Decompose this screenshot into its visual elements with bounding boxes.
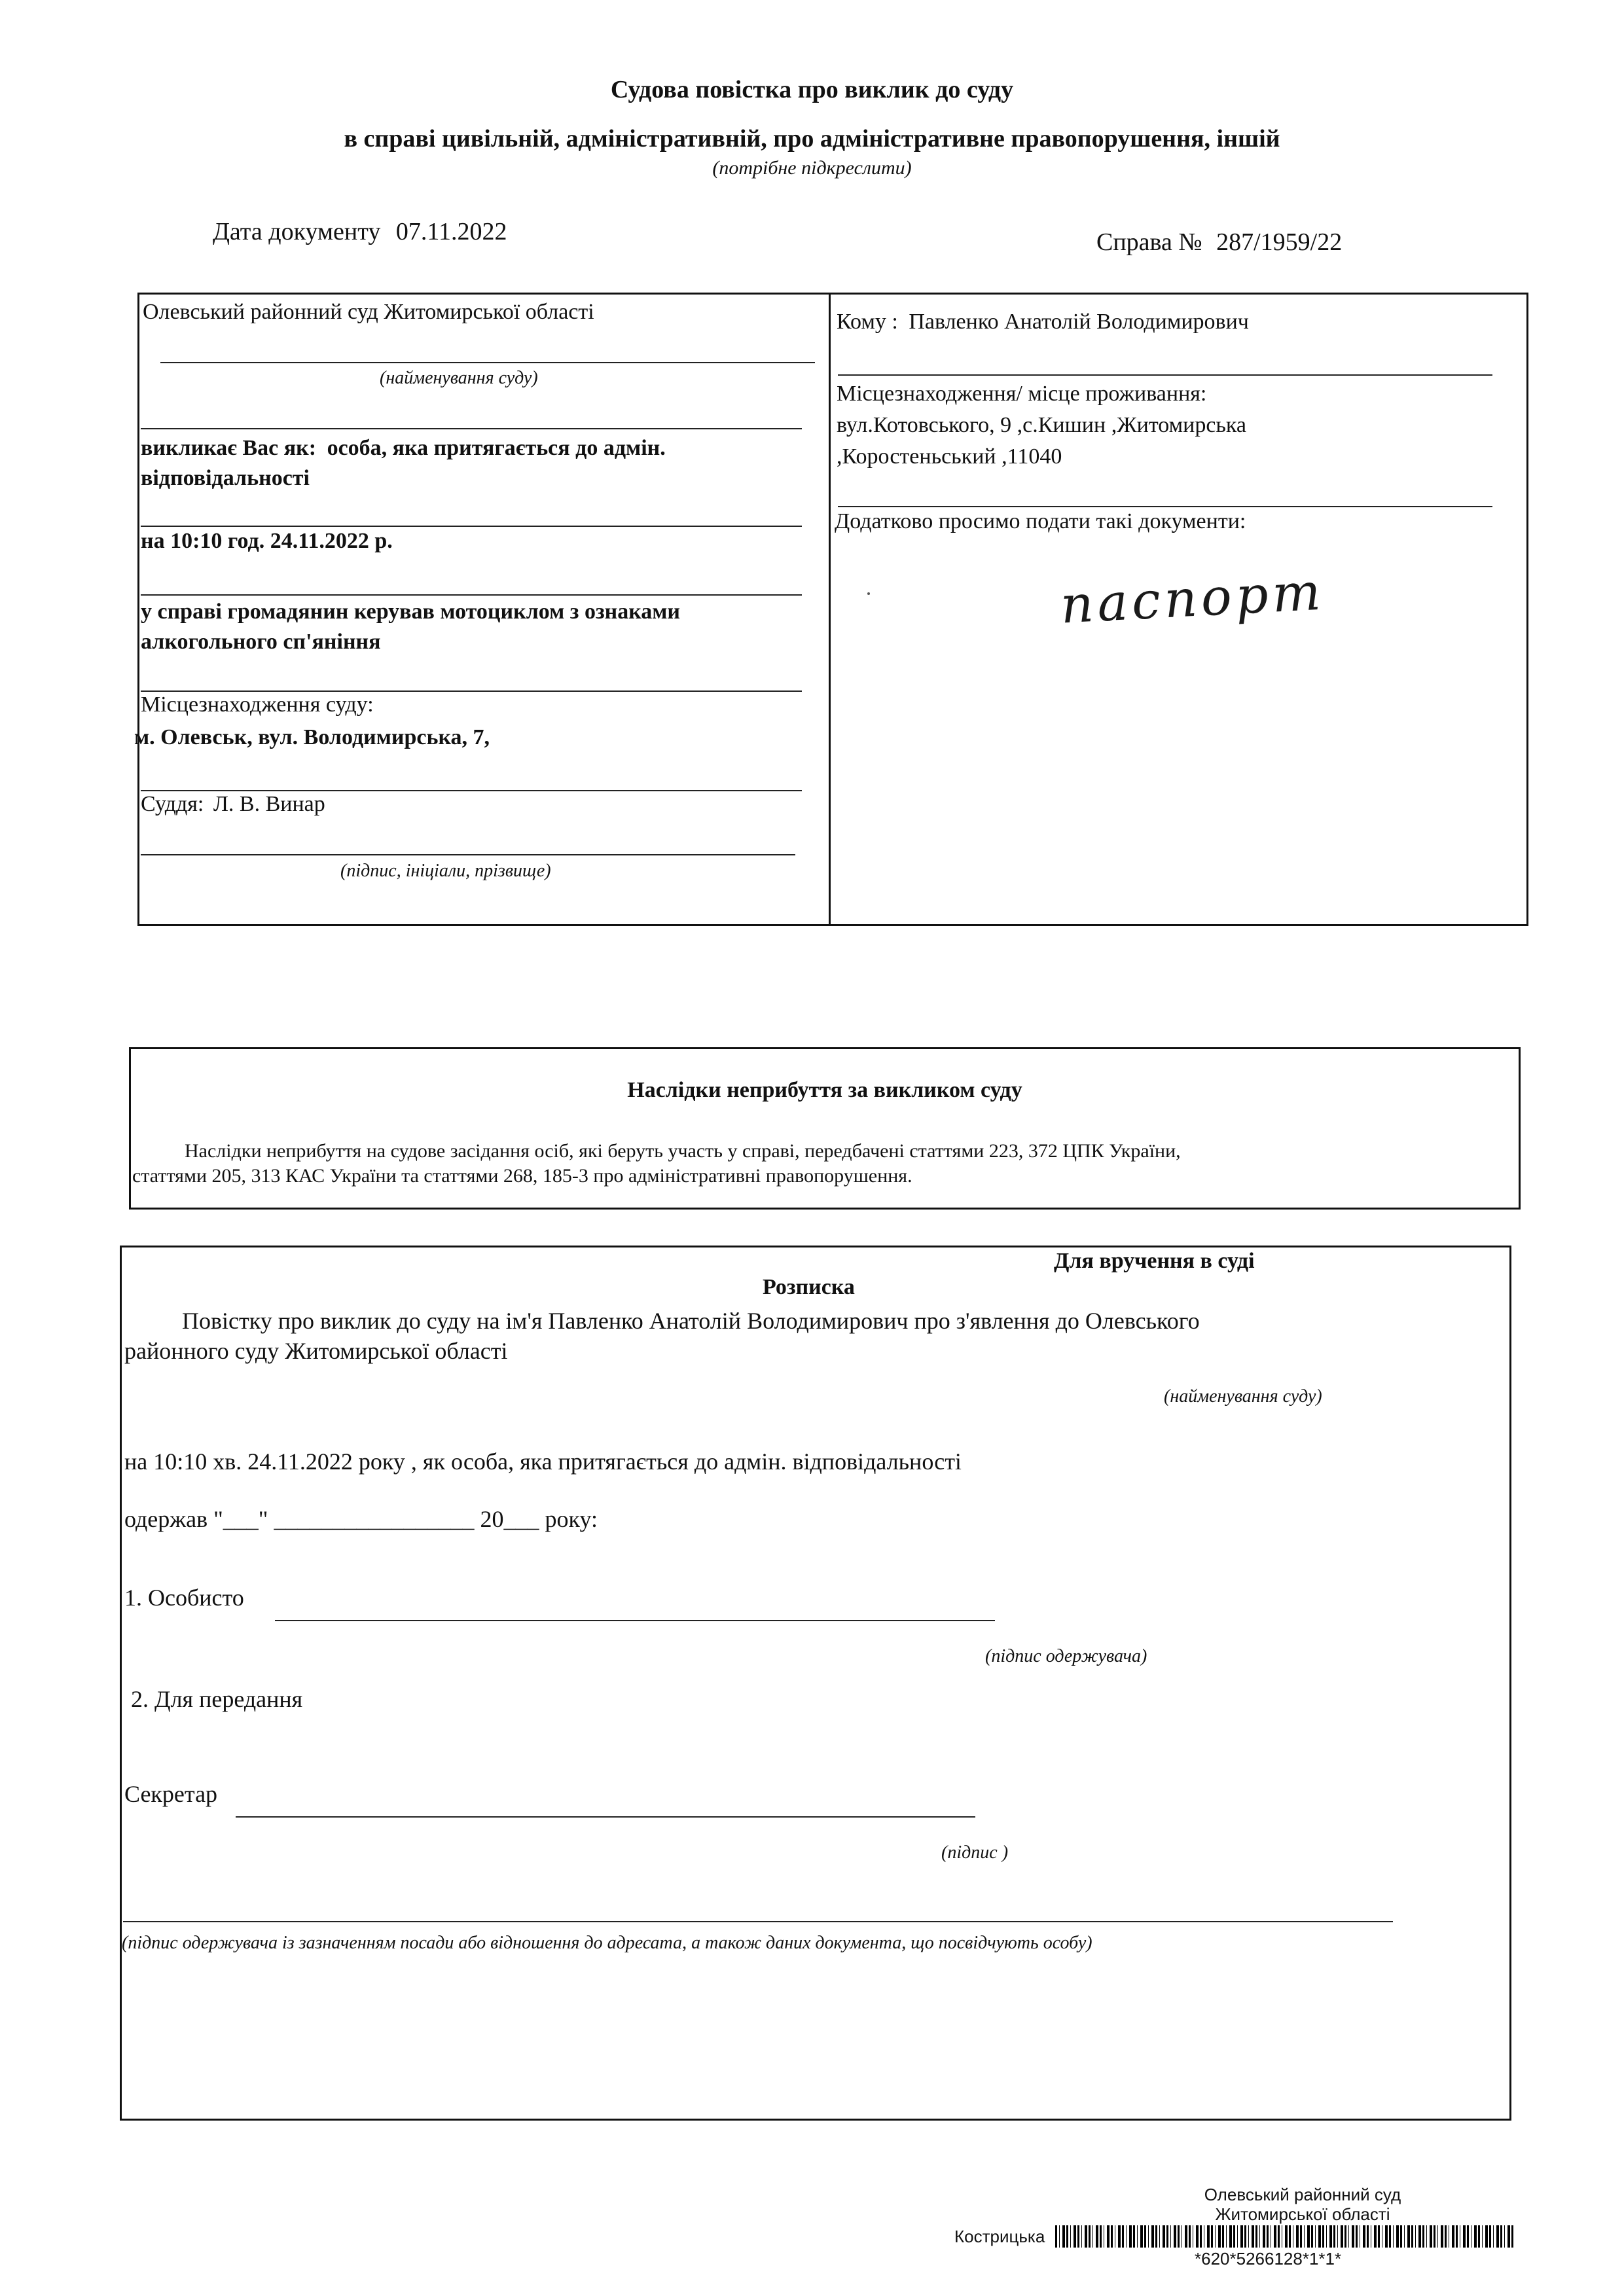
receipt-text-line-1: Повістку про виклик до суду на ім'я Павленко Анатолій Володимирович про з'явлення до Олевського <box>182 1308 1200 1334</box>
receipt-title: Розписка <box>763 1275 855 1299</box>
summons-as-value-cont: відповідальності <box>141 466 310 490</box>
receipt-text-line-2: районного суду Житомирської області <box>124 1338 508 1364</box>
consequences-body <box>132 1139 1181 1189</box>
extra-docs-label: Додатково просимо подати такі документи: <box>835 509 1246 533</box>
recipient-label: Кому : <box>837 310 898 334</box>
consequences-line-2: статтями 205, 313 КАС України та статтями 268, 185-3 про адміністративні правопорушення. <box>132 1165 912 1187</box>
case-value: 287/1959/22 <box>1216 228 1343 256</box>
received-date-line: одержав "___" _________________ 20___ року: <box>124 1506 598 1532</box>
recipient-sign-caption: (підпис одержувача) <box>985 1646 1147 1666</box>
judge-signature-caption: (підпис, ініціали, прізвище) <box>340 861 551 881</box>
address-line-2: ,Коростеньський ,11040 <box>837 444 1062 469</box>
case-number <box>1096 228 1342 257</box>
court-name-underline <box>160 362 815 363</box>
residence-label: Місцезнаходження/ місце проживання: <box>837 382 1207 406</box>
summons-as <box>141 433 821 493</box>
secretary-sign-caption: (підпис ) <box>941 1842 1009 1863</box>
section-divider-3 <box>141 594 802 596</box>
barcode-number: *620*5266128*1*1* <box>1195 2249 1342 2269</box>
section-divider-2 <box>141 526 802 527</box>
case-subject-line-2: алкогольного сп'яніння <box>141 630 381 654</box>
secretary-signature-line[interactable] <box>236 1816 975 1818</box>
stamp-court-line-1: Олевський районний суд <box>1204 2185 1401 2204</box>
residence <box>837 378 1246 473</box>
section-divider-4 <box>141 691 802 692</box>
court-name-caption: (найменування суду) <box>380 368 538 388</box>
recipient-underline <box>838 374 1492 376</box>
receipt-footer-caption: (підпис одержувача із зазначенням посади або відношення до адресата, а також даних документа, що посвідчують особу) <box>122 1933 1092 1953</box>
clerk-name: Кострицька <box>954 2227 1045 2246</box>
court-name: Олевський районний суд Житомирської області <box>143 300 594 324</box>
judge <box>141 792 325 817</box>
summons-as-label: викликає Вас як: <box>141 436 317 460</box>
for-court-label: Для вручення в суді <box>1054 1249 1255 1273</box>
recipient-value: Павленко Анатолій Володимирович <box>909 310 1249 334</box>
section-divider-5 <box>141 790 802 791</box>
judge-value: Л. В. Винар <box>213 792 325 816</box>
personally-signature-line[interactable] <box>275 1620 995 1621</box>
transfer-label: 2. Для передання <box>131 1686 303 1712</box>
title-line-1: Судова повістка про виклик до суду <box>610 76 1014 103</box>
court-location-value: м. Олевськ, вул. Володимирська, 7, <box>134 725 490 749</box>
appearance-time: на 10:10 год. 24.11.2022 р. <box>141 529 393 553</box>
title-line-2: в справі цивільній, адміністративній, про адміністративне правопорушення, іншій <box>344 125 1280 152</box>
scan-speck <box>867 592 870 595</box>
receipt-court-caption: (найменування суду) <box>1164 1386 1322 1407</box>
court-stamp <box>1152 2185 1453 2224</box>
secretary-label: Секретар <box>124 1781 218 1807</box>
consequences-title: Наслідки неприбуття за викликом суду <box>627 1078 1022 1102</box>
case-subject-line-1: у справі громадянин керував мотоциклом з ознаками <box>141 600 681 624</box>
court-location-label: Місцезнаходження суду: <box>141 692 374 717</box>
address-underline <box>838 506 1492 507</box>
judge-label: Суддя: <box>141 792 204 816</box>
handwritten-document-name: паспорт <box>1058 562 1326 636</box>
summons-as-value: особа, яка притягається до адмін. <box>327 436 666 460</box>
judge-signature-line <box>141 854 795 855</box>
recipient <box>837 310 1249 334</box>
case-subject <box>141 597 680 657</box>
receipt-box <box>120 1246 1511 2121</box>
barcode <box>1055 2225 1513 2248</box>
title-note: (потрібне підкреслити) <box>712 157 912 179</box>
receipt-footer-line[interactable] <box>123 1921 1393 1922</box>
stamp-court-line-2: Житомирської області <box>1215 2204 1390 2224</box>
document-date <box>213 217 507 246</box>
consequences-line-1: Наслідки неприбуття на судове засідання осіб, які беруть участь у справі, передбачені статтями 223, 372 ЦПК України, <box>185 1140 1181 1162</box>
receipt-text <box>124 1306 1200 1366</box>
case-label: Справа № <box>1096 228 1202 256</box>
section-divider-1 <box>141 428 802 429</box>
address-line-1: вул.Котовського, 9 ,с.Кишин ,Житомирська <box>837 413 1247 437</box>
receipt-time-line: на 10:10 хв. 24.11.2022 року , як особа, яка притягається до адмін. відповідальності <box>124 1448 962 1475</box>
date-label: Дата документу <box>213 218 381 245</box>
personally-label: 1. Особисто <box>124 1585 244 1611</box>
date-value: 07.11.2022 <box>395 218 507 245</box>
summons-table-divider <box>829 295 831 924</box>
